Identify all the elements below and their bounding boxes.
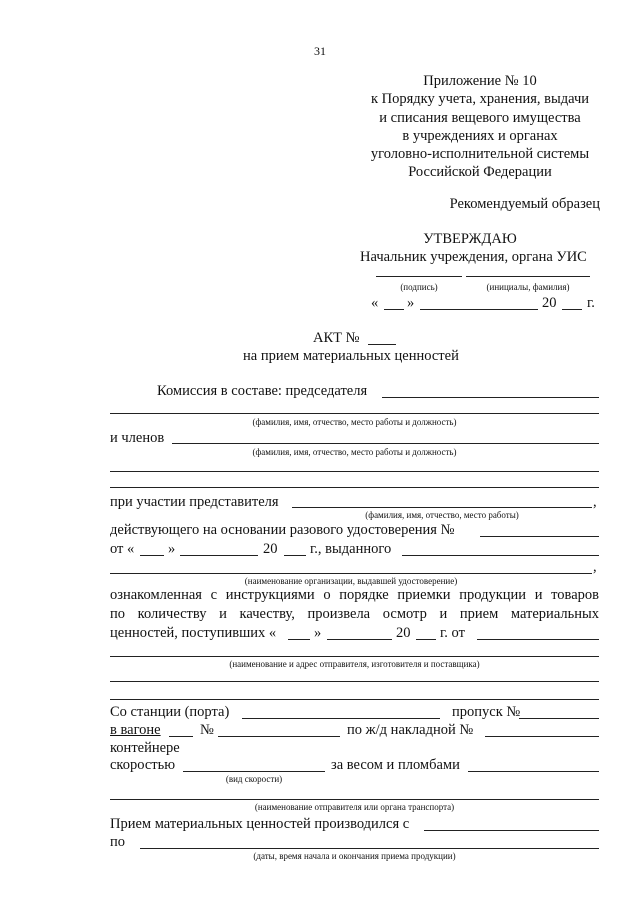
comma-2: , — [593, 559, 597, 575]
waybill-number-field[interactable] — [485, 736, 599, 737]
appendix-line: Российской Федерации — [408, 164, 552, 180]
issued-label: г., выданного — [310, 541, 392, 557]
representative-field[interactable] — [292, 507, 592, 508]
receipt-day-field[interactable] — [288, 639, 310, 640]
day-field[interactable] — [384, 309, 404, 310]
reception-label: Прием материальных ценностей производился с — [110, 816, 410, 832]
caption-org: (наименование организации, выдавшей удостоверение) — [244, 576, 458, 586]
members-label: и членов — [110, 430, 165, 446]
receipt-month-field[interactable] — [327, 639, 392, 640]
initials-line[interactable] — [466, 276, 590, 277]
act-title: АКТ № — [313, 330, 360, 346]
paragraph-line-1: ознакомленная с инструкциями о порядке приемки продукции и товаров — [110, 587, 599, 603]
certificate-number-field[interactable] — [480, 536, 599, 537]
pass-label: пропуск № — [452, 704, 521, 720]
weight-seals-label: за весом и пломбами — [331, 757, 460, 773]
year-field[interactable] — [562, 309, 582, 310]
wagon-number-field[interactable] — [218, 736, 340, 737]
receipt-year-field[interactable] — [416, 639, 436, 640]
receipt-from-label: г. от — [440, 625, 465, 641]
transport-field[interactable] — [110, 799, 599, 800]
receipt-close-quote: » — [314, 625, 322, 641]
container-label: контейнере — [110, 740, 180, 756]
pass-number-field[interactable] — [519, 718, 599, 719]
representative-label: при участии представителя — [110, 494, 279, 510]
year-suffix: г. — [587, 295, 595, 311]
signature-line[interactable] — [376, 276, 462, 277]
date-open-quote: « — [371, 295, 379, 311]
issuer-field-continued[interactable] — [110, 573, 592, 574]
appendix-line: и списания вещевого имущества — [379, 110, 581, 126]
comma: , — [593, 494, 597, 510]
from-open: от « — [110, 541, 135, 557]
until-label: по — [110, 834, 126, 850]
appendix-line: к Порядку учета, хранения, выдачи — [370, 91, 590, 107]
appendix-line: уголовно-исполнительной системы — [370, 146, 590, 162]
caption-fio-place: (фамилия, имя, отчество, место работы) — [365, 510, 519, 520]
date-close-quote: » — [407, 295, 415, 311]
wagon-field[interactable] — [169, 736, 193, 737]
commission-label: Комиссия в составе: председателя — [157, 383, 368, 399]
receipt-year-prefix: 20 — [396, 625, 411, 641]
approve-heading: УТВЕРЖДАЮ — [423, 231, 517, 247]
speed-label: скоростью — [110, 757, 176, 773]
caption-fio-work: (фамилия, имя, отчество, место работы и должность) — [252, 417, 457, 427]
station-field[interactable] — [242, 718, 440, 719]
reception-start-field[interactable] — [424, 830, 599, 831]
appendix-line: в учреждениях и органах — [402, 128, 558, 144]
wagon-number-sign: № — [200, 722, 214, 738]
caption-transport: (наименование отправителя или органа транспорта) — [254, 802, 455, 812]
paragraph-line-2: по количеству и качеству, произвела осмотр и прием материальных — [110, 606, 599, 622]
members-field-continued[interactable] — [110, 471, 599, 472]
sender-field-continued[interactable] — [110, 656, 599, 657]
chairman-field-continued[interactable] — [110, 413, 599, 414]
caption-sender: (наименование и адрес отправителя, изготовителя и поставщика) — [229, 659, 480, 669]
sender-field-continued[interactable] — [110, 699, 599, 700]
weight-seals-field[interactable] — [468, 771, 599, 772]
initials-caption: (инициалы, фамилия) — [486, 282, 570, 292]
act-number-field[interactable] — [368, 344, 396, 345]
appendix-title: Приложение № 10 — [423, 73, 537, 89]
station-label: Со станции (порта) — [110, 704, 230, 720]
members-field[interactable] — [172, 443, 599, 444]
members-field-continued[interactable] — [110, 487, 599, 488]
caption-speed: (вид скорости) — [225, 774, 283, 784]
paragraph-line-3: ценностей, поступивших « — [110, 625, 277, 641]
cert-day-field[interactable] — [140, 555, 164, 556]
cert-month-field[interactable] — [180, 555, 258, 556]
sender-field-continued[interactable] — [110, 681, 599, 682]
issuer-field[interactable] — [402, 555, 599, 556]
reception-end-field[interactable] — [140, 848, 599, 849]
sender-field[interactable] — [477, 639, 599, 640]
cert-year-field[interactable] — [284, 555, 306, 556]
waybill-label: по ж/д накладной № — [347, 722, 474, 738]
from-close: » — [168, 541, 176, 557]
approve-position: Начальник учреждения, органа УИС — [360, 249, 587, 265]
speed-field[interactable] — [183, 771, 325, 772]
cert-year-prefix: 20 — [263, 541, 278, 557]
caption-fio-work-2: (фамилия, имя, отчество, место работы и должность) — [252, 447, 457, 457]
wagon-label: в вагоне — [110, 722, 161, 738]
year-prefix: 20 — [542, 295, 557, 311]
page-number: 31 — [314, 44, 326, 58]
recommended-sample: Рекомендуемый образец — [449, 196, 600, 212]
chairman-field[interactable] — [382, 397, 599, 398]
caption-dates: (даты, время начала и окончания приема продукции) — [253, 851, 456, 861]
acting-label: действующего на основании разового удостоверения № — [110, 522, 455, 538]
signature-caption: (подпись) — [400, 282, 438, 292]
month-field[interactable] — [420, 309, 538, 310]
act-subtitle: на прием материальных ценностей — [243, 348, 459, 364]
